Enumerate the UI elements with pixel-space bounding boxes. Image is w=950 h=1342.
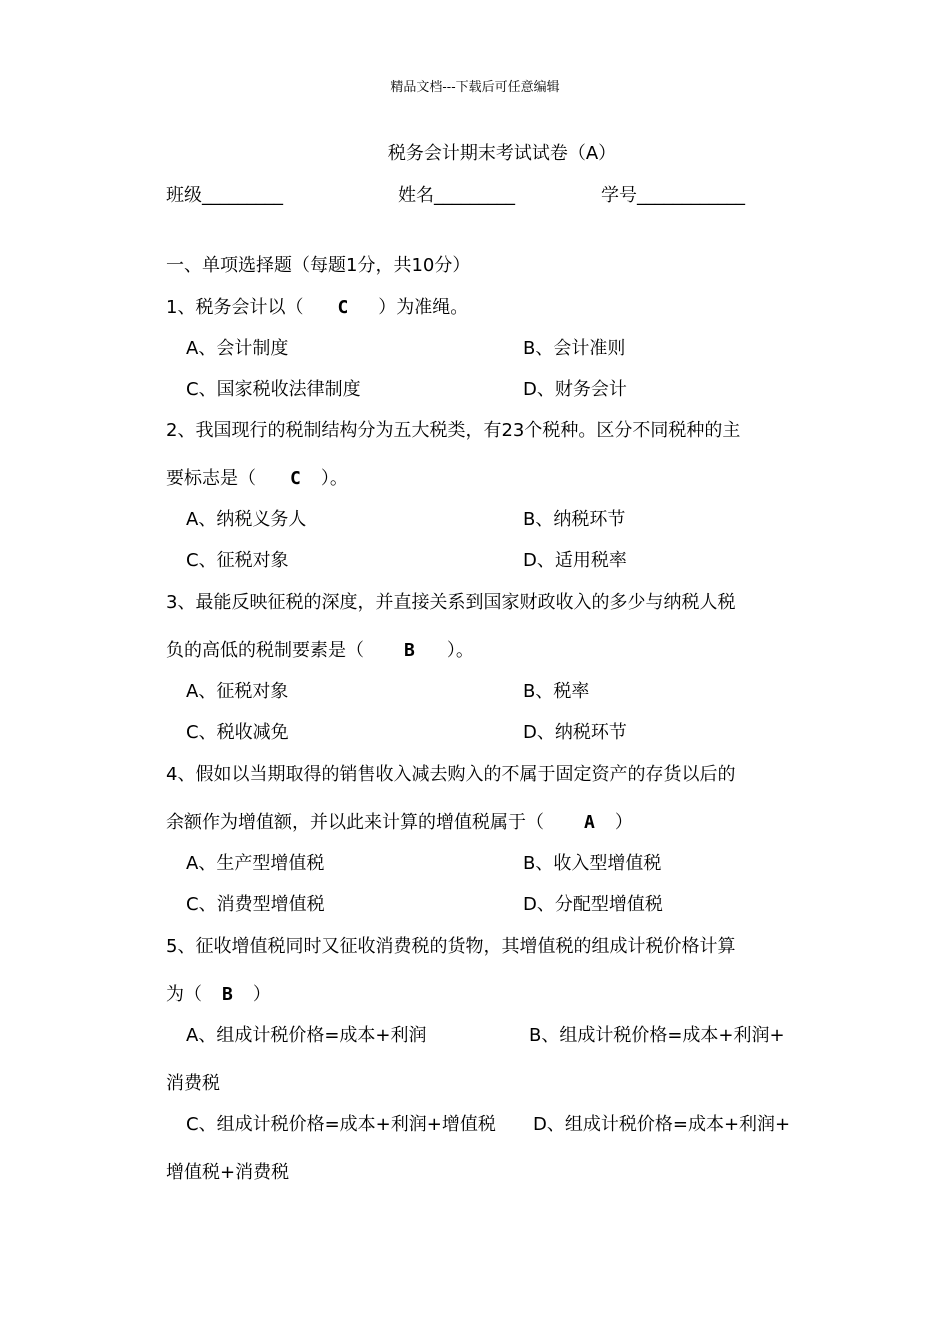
- question-5-line-2: [166, 984, 271, 1006]
- question-1: [166, 297, 468, 319]
- q5-option-b: B、组成计税价格=成本+利润+: [529, 1025, 785, 1046]
- q4-option-b: B、收入型增值税: [523, 853, 662, 874]
- q5-option-c: C、组成计税价格=成本+利润+增值税: [186, 1114, 496, 1135]
- question-4-line-1: 4、假如以当期取得的销售收入减去购入的不属于固定资产的存货以后的: [166, 764, 736, 785]
- q5-option-b-continued: 消费税: [166, 1073, 220, 1094]
- q2-option-c: C、征税对象: [186, 550, 289, 571]
- question-4-line-2: [166, 812, 633, 834]
- q4-option-d: D、分配型增值税: [523, 894, 663, 915]
- q5-option-d: D、组成计税价格=成本+利润+: [533, 1114, 791, 1135]
- q3-option-c: C、税收减免: [186, 722, 289, 743]
- question-2-stem: 要标志是（: [166, 468, 256, 489]
- q3-option-a: A、征税对象: [186, 681, 289, 702]
- student-id-field: 学号____________: [601, 185, 745, 206]
- question-4-stem: 余额作为增值额，并以此来计算的增值税属于（: [166, 812, 544, 833]
- q1-option-b: B、会计准则: [523, 338, 626, 359]
- question-3-line-1: 3、最能反映征税的深度，并直接关系到国家财政收入的多少与纳税人税: [166, 592, 736, 613]
- question-5-answer: B: [222, 984, 233, 1005]
- question-4-answer: A: [584, 812, 595, 833]
- question-2-line-2: [166, 468, 348, 490]
- question-2-stem-end: ）。: [320, 468, 348, 489]
- q4-option-a: A、生产型增值税: [186, 853, 325, 874]
- question-2-answer: C: [290, 468, 301, 489]
- q3-option-b: B、税率: [523, 681, 590, 702]
- q1-option-a: A、会计制度: [186, 338, 289, 359]
- question-3-line-2: [166, 640, 474, 662]
- q3-option-d: D、纳税环节: [523, 722, 627, 743]
- q5-option-d-continued: 增值税+消费税: [166, 1162, 290, 1183]
- question-3-answer: B: [404, 640, 415, 661]
- section-heading: 一、单项选择题（每题1分，共10分）: [166, 255, 471, 276]
- exam-title: 税务会计期末考试试卷（A）: [387, 143, 617, 164]
- question-5-line-1: 5、征收增值税同时又征收消费税的货物，其增值税的组成计税价格计算: [166, 936, 736, 957]
- question-2-line-1: 2、我国现行的税制结构分为五大税类，有23个税种。区分不同税种的主: [166, 420, 741, 441]
- question-5-stem: 为（: [166, 984, 202, 1005]
- q2-option-d: D、适用税率: [523, 550, 627, 571]
- question-1-stem: 1、税务会计以（: [166, 297, 304, 318]
- q1-option-c: C、国家税收法律制度: [186, 379, 361, 400]
- question-1-answer: C: [337, 297, 349, 318]
- header-note: 精品文档---下载后可任意编辑: [390, 80, 560, 95]
- question-3-stem-end: ）。: [446, 640, 474, 661]
- q2-option-b: B、纳税环节: [523, 509, 626, 530]
- class-field: 班级_________: [166, 185, 283, 206]
- q1-option-d: D、财务会计: [523, 379, 627, 400]
- q2-option-a: A、纳税义务人: [186, 509, 307, 530]
- question-1-stem-end: ）为准绳。: [378, 297, 469, 318]
- q5-option-a: A、组成计税价格=成本+利润: [186, 1025, 427, 1046]
- q4-option-c: C、消费型增值税: [186, 894, 325, 915]
- question-3-stem: 负的高低的税制要素是（: [166, 640, 364, 661]
- name-field: 姓名_________: [398, 185, 515, 206]
- question-4-stem-end: ）: [614, 812, 633, 833]
- question-5-stem-end: ）: [252, 984, 271, 1005]
